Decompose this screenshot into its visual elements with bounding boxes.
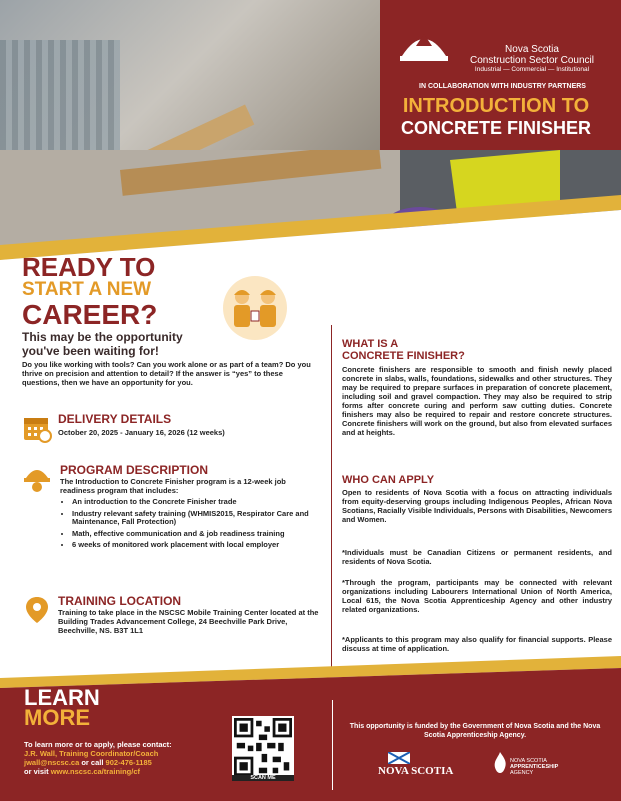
who-can-apply-title: WHO CAN APPLY [342, 474, 435, 486]
apprenticeship-flame-icon [492, 752, 508, 776]
apprenticeship-agency-logo: NOVA SCOTIA APPRENTICESHIP AGENCY [510, 758, 559, 776]
nova-scotia-flag-icon [388, 752, 410, 764]
scan-me-label: SCAN ME [232, 775, 294, 781]
collaboration-line: IN COLLABORATION WITH INDUSTRY PARTNERS [419, 83, 586, 90]
contact-name: J.R. Wall, Training Coordinator/Coach [24, 749, 159, 758]
org-name: Nova Scotia Construction Sector Council [470, 44, 594, 66]
title-line-1: INTRODUCTION TO [402, 95, 590, 117]
list-item: • Math, effective communication and & job readiness training [72, 530, 312, 539]
nscsc-logo [398, 18, 613, 78]
delivery-text: October 20, 2025 - January 16, 2026 (12 weeks) [58, 428, 225, 437]
who-can-apply-text: Open to residents of Nova Scotia with a focus on attracting individuals from equity-deserving groups including Indigenous Peoples, African Nova Scotians, Racially Visible Individuals, Persons with Disabilities, Newcomers and Women. [342, 488, 612, 524]
calendar-icon [22, 413, 52, 443]
program-list [62, 498, 312, 553]
contact-email-link[interactable]: jwall@nscsc.ca [24, 758, 80, 767]
workers-icon [215, 275, 295, 341]
funding-statement: This opportunity is funded by the Government of Nova Scotia and the Nova Scotia Apprenticeship Agency. [349, 723, 601, 739]
footer-divider [332, 700, 333, 790]
financial-note: *Applicants to this program may also qualify for financial supports. Please discuss at time of application. [342, 635, 612, 653]
list-item: • An introduction to the Concrete Finisher trade [72, 498, 312, 507]
program-title: PROGRAM DESCRIPTION [60, 463, 209, 477]
list-item: • 6 weeks of monitored work placement with local employer [72, 541, 312, 550]
website-link[interactable]: www.nscsc.ca/training/cf [50, 767, 141, 776]
what-is-title: WHAT IS A CONCRETE FINISHER? [342, 338, 465, 362]
delivery-title: DELIVERY DETAILS [58, 412, 172, 426]
hard-hat-logo-icon [398, 26, 450, 72]
citizenship-note: *Individuals must be Canadian Citizens or permanent residents, and residents of Nova Scotia. [342, 548, 612, 566]
intro-text: Do you like working with tools? Can you work alone or as part of a team? Do you thrive on precision and attention to detail? If the answer is “yes” to these questions, then we have an opportunity for you. [22, 360, 311, 387]
learn-more-heading: LEARN MORE [24, 685, 100, 730]
contact-phone-link[interactable]: 902-476-1185 [105, 758, 152, 767]
program-text: The Introduction to Concrete Finisher program is a 12-week job readiness program that includes: [60, 477, 286, 495]
location-pin-icon [22, 595, 52, 625]
qr-code-icon[interactable] [232, 716, 294, 778]
footer-stripe [0, 648, 621, 688]
location-title: TRAINING LOCATION [58, 594, 182, 608]
contact-info: To learn more or to apply, please contact: J.R. Wall, Training Coordinator/Coach jwall@nscsc.ca or call 902-476-1185 or visit www.nscsc.ca/training/cf [24, 740, 172, 776]
hard-hat-icon [22, 462, 52, 492]
opportunity-subhead: This may be the opportunity you've been waiting for! [22, 330, 183, 358]
what-is-text: Concrete finishers are responsible to smooth and finish newly placed concrete in slabs, walls, foundations, sidewalks and other structures. They may be required to prepare surfaces in preparation of concrete placement, including soil and gravel compaction. They may also be required to strip forms after concrete curing and perform saw cutting duties. Concrete finishers may also be required to repair and restore concrete structures. Concrete finishers will work on the ground, but also from elevated surfaces and at heights. [342, 365, 612, 437]
ready-heading: READY TO START A NEW CAREER? [22, 252, 158, 330]
org-tagline: Industrial — Commercial — Institutional [474, 66, 590, 73]
list-item: • Industry relevant safety training (WHMIS2015, Respirator Care and Maintenance, Fall Protection) [72, 510, 312, 527]
organizations-note: *Through the program, participants may be connected with relevant organizations including Labourers International Union of North America, Local 615, the Nova Scotia Apprenticeship Agency and other industry related organizations. [342, 578, 612, 614]
header-photo-bottom [0, 150, 621, 260]
nova-scotia-logo: NOVA SCOTIA [378, 765, 454, 777]
title-line-2: CONCRETE FINISHER [400, 118, 591, 138]
location-text: Training to take place in the NSCSC Mobile Training Center located at the Building Trades Advancement College, 24 Beechville Park Drive, Beechville, NS. B3T 1L1 [58, 608, 319, 635]
column-divider [331, 325, 332, 670]
